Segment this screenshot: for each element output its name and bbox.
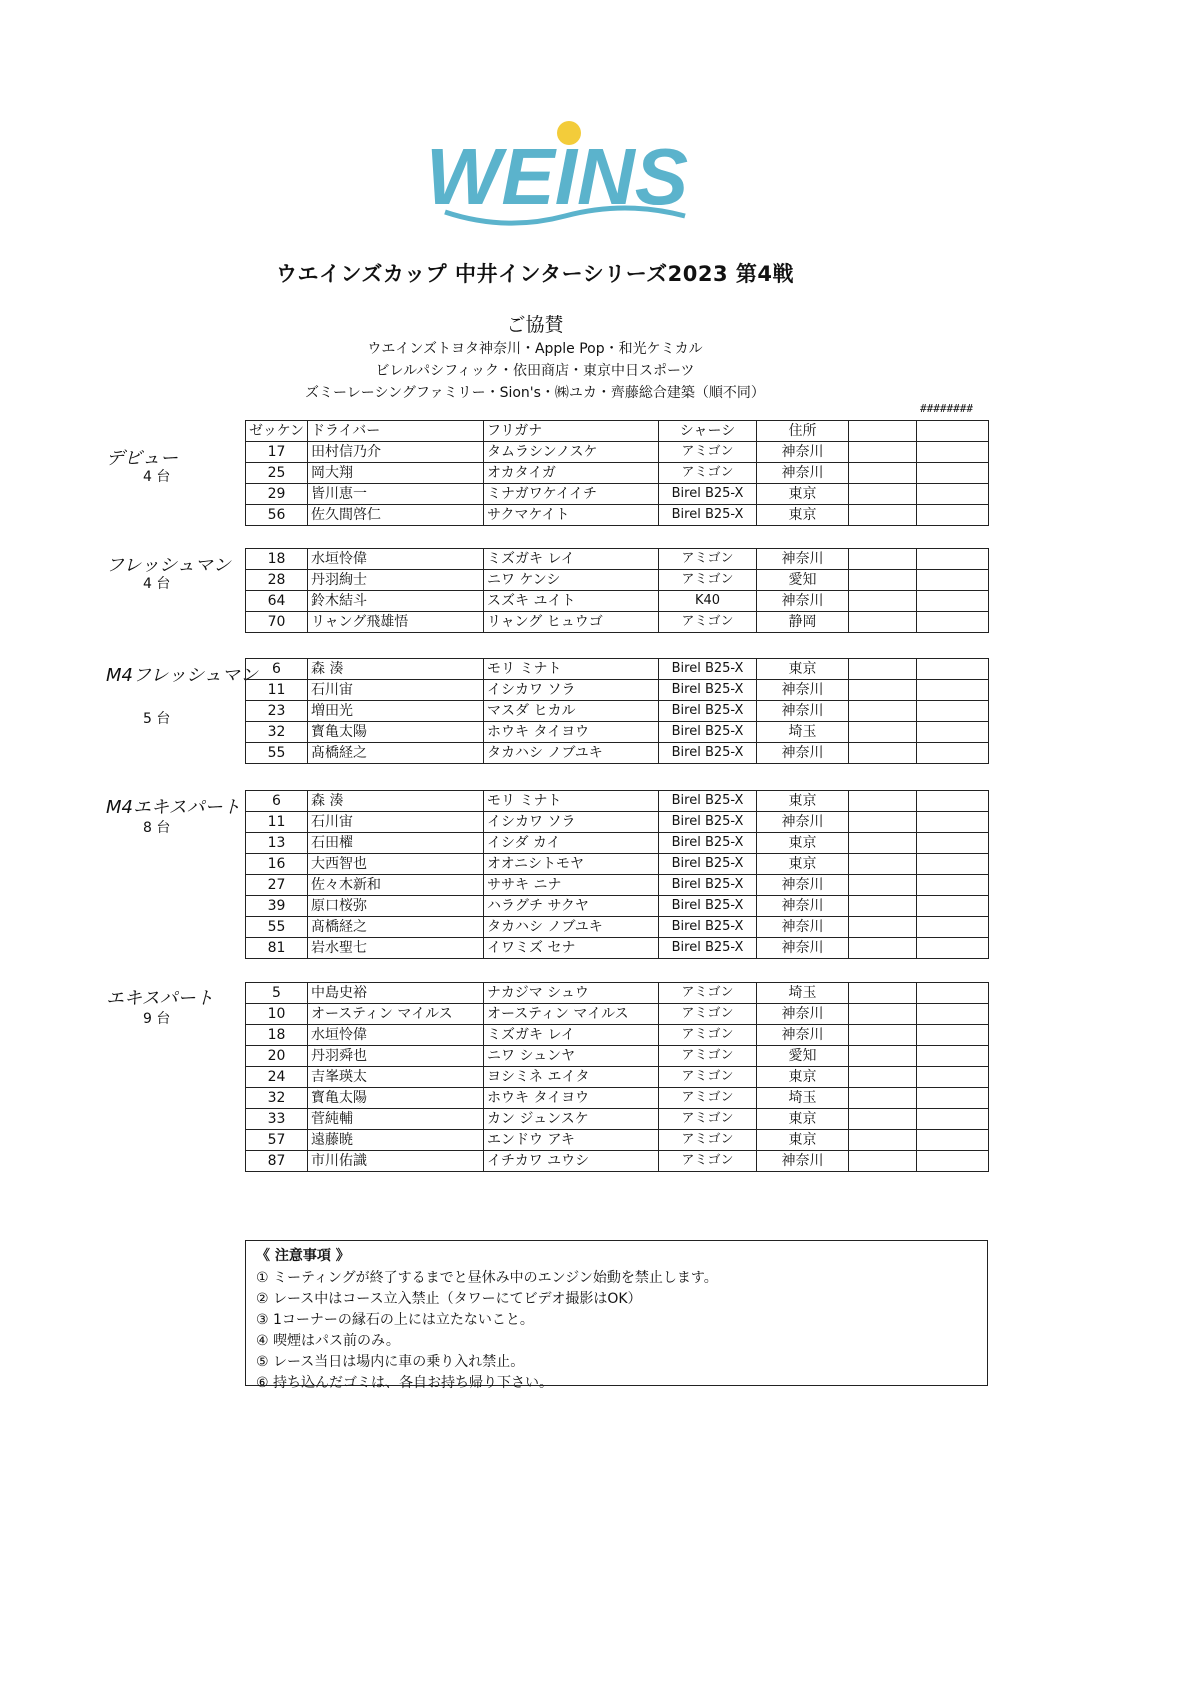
blank-cell [849,1109,917,1130]
header-address: 住所 [757,421,849,442]
table-row [246,442,989,463]
furigana: イシカワ ソラ [484,680,659,701]
blank-cell [849,1067,917,1088]
address: 東京 [757,484,849,505]
chassis: アミゴン [659,1046,757,1067]
driver-name: 石田櫂 [308,833,484,854]
table-row [246,896,989,917]
blank-cell [849,854,917,875]
header-chassis: シャーシ [659,421,757,442]
address: 神奈川 [757,442,849,463]
blank-cell [917,1088,989,1109]
furigana: オースティン マイルス [484,1004,659,1025]
chassis: Birel B25-X [659,938,757,959]
blank-cell [849,791,917,812]
address: 埼玉 [757,722,849,743]
driver-name: 石川宙 [308,812,484,833]
driver-name: 佐々木新和 [308,875,484,896]
table-row [246,659,989,680]
address: 神奈川 [757,680,849,701]
blank-cell [849,1130,917,1151]
driver-name: 丹羽絢士 [308,570,484,591]
table-row [246,917,989,938]
blank-cell [849,938,917,959]
driver-name: 佐久間啓仁 [308,505,484,526]
furigana: オオニシトモヤ [484,854,659,875]
class-count: 8 台 [143,820,171,836]
furigana: ニワ ケンシ [484,570,659,591]
sponsor-line: ビレルパシフィック・依田商店・東京中日スポーツ [375,363,695,379]
logo-text: WEINS [425,132,689,221]
blank-cell [917,917,989,938]
entry-number: 10 [246,1004,308,1025]
table-row [246,680,989,701]
table-row [246,612,989,633]
blank-cell [917,1025,989,1046]
notes-box [245,1240,988,1391]
notes-heading: 《 注意事項 》 [256,1248,350,1264]
table-row [246,983,989,1004]
entry-number: 33 [246,1109,308,1130]
address: 埼玉 [757,1088,849,1109]
chassis: アミゴン [659,983,757,1004]
table-row [246,1067,989,1088]
blank-cell [849,442,917,463]
address: 東京 [757,791,849,812]
entry-number: 6 [246,791,308,812]
furigana: タムラシンノスケ [484,442,659,463]
freshman-table [245,548,989,633]
blank-cell [917,854,989,875]
driver-name: リャング飛雄悟 [308,612,484,633]
blank-cell [917,833,989,854]
entry-number: 28 [246,570,308,591]
furigana: エンドウ アキ [484,1130,659,1151]
entry-number: 27 [246,875,308,896]
entry-number: 55 [246,743,308,764]
debut-table [245,420,989,526]
entry-number: 64 [246,591,308,612]
chassis: アミゴン [659,1025,757,1046]
class-label: フレッシュマン [106,555,231,576]
furigana: オカタイガ [484,463,659,484]
blank-cell [917,875,989,896]
furigana: スズキ ユイト [484,591,659,612]
table-row [246,484,989,505]
address: 神奈川 [757,896,849,917]
chassis: アミゴン [659,1109,757,1130]
class-count: 5 台 [143,711,171,727]
class-count: 4 台 [143,576,171,592]
header-number: ゼッケン [246,421,308,442]
furigana: リャング ヒュウゴ [484,612,659,633]
blank-cell [849,680,917,701]
blank-cell [917,570,989,591]
table-row [246,1004,989,1025]
furigana: ササキ ニナ [484,875,659,896]
blank-cell [917,680,989,701]
expert-table [245,982,989,1172]
address: 愛知 [757,1046,849,1067]
blank-cell [849,1004,917,1025]
class-count: 9 台 [143,1011,171,1027]
address: 神奈川 [757,591,849,612]
furigana: サクマケイト [484,505,659,526]
blank-cell [917,484,989,505]
page-title: ウエインズカップ 中井インターシリーズ2023 第4戦 [275,262,795,286]
blank-cell [917,791,989,812]
driver-name: 皆川恵一 [308,484,484,505]
furigana: タカハシ ノブユキ [484,743,659,764]
table-row [246,505,989,526]
sponsor-line: ウエインズトヨタ神奈川・Apple Pop・和光ケミカル [367,341,703,357]
address: 静岡 [757,612,849,633]
entry-number: 20 [246,1046,308,1067]
furigana: ハラグチ サクヤ [484,896,659,917]
chassis: Birel B25-X [659,659,757,680]
blank-cell [917,1004,989,1025]
furigana: イワミズ セナ [484,938,659,959]
table-row [246,1046,989,1067]
blank-cell [849,549,917,570]
header-driver: ドライバー [308,421,484,442]
entry-number: 81 [246,938,308,959]
address: 神奈川 [757,1004,849,1025]
entry-number: 70 [246,612,308,633]
address: 神奈川 [757,1151,849,1172]
driver-name: 岡大翔 [308,463,484,484]
entry-number: 5 [246,983,308,1004]
address: 神奈川 [757,812,849,833]
address: 東京 [757,1067,849,1088]
table-row [246,701,989,722]
address: 東京 [757,1130,849,1151]
chassis: アミゴン [659,442,757,463]
chassis: アミゴン [659,1067,757,1088]
driver-name: 水垣怜偉 [308,549,484,570]
furigana: ナカジマ シュウ [484,983,659,1004]
blank-cell [849,833,917,854]
table-row [246,743,989,764]
address: 東京 [757,659,849,680]
entry-number: 24 [246,1067,308,1088]
address: 東京 [757,854,849,875]
header-row [246,421,989,442]
driver-name: 森 湊 [308,791,484,812]
blank-cell [849,591,917,612]
furigana: ミズガキ レイ [484,549,659,570]
chassis: アミゴン [659,1151,757,1172]
blank-cell [917,1046,989,1067]
address: 東京 [757,505,849,526]
furigana: イシカワ ソラ [484,812,659,833]
sponsor-line: ズミーレーシングファミリー・Sion's・㈱ユカ・齊藤総合建築（順不同） [305,385,765,401]
chassis: Birel B25-X [659,812,757,833]
note-item: ① ミーティングが終了するまでと昼休み中のエンジン始動を禁止します。 [256,1270,718,1286]
m4-freshman-table [245,658,989,764]
address: 神奈川 [757,701,849,722]
entry-number: 18 [246,1025,308,1046]
chassis: Birel B25-X [659,680,757,701]
table-row [246,854,989,875]
chassis: アミゴン [659,1004,757,1025]
table-row [246,833,989,854]
driver-name: 丹羽舜也 [308,1046,484,1067]
entry-number: 29 [246,484,308,505]
table-row [246,1109,989,1130]
blank-cell [917,812,989,833]
blank-cell [917,549,989,570]
furigana: ミズガキ レイ [484,1025,659,1046]
blank-cell [849,701,917,722]
driver-name: 菅純輔 [308,1109,484,1130]
entry-number: 25 [246,463,308,484]
chassis: アミゴン [659,1130,757,1151]
entry-number: 87 [246,1151,308,1172]
blank-cell [849,743,917,764]
address: 埼玉 [757,983,849,1004]
note-item: ④ 喫煙はパス前のみ。 [256,1333,400,1349]
furigana: イチカワ ユウシ [484,1151,659,1172]
blank-cell [917,442,989,463]
furigana: モリ ミナト [484,659,659,680]
table-row [246,549,989,570]
class-count: 4 台 [143,469,171,485]
blank-cell [849,1088,917,1109]
blank-cell [917,1109,989,1130]
driver-name: 寳亀太陽 [308,1088,484,1109]
driver-name: 水垣怜偉 [308,1025,484,1046]
driver-name: 市川佑識 [308,1151,484,1172]
class-label: M4エキスパート [106,797,241,818]
chassis: Birel B25-X [659,833,757,854]
table-row [246,722,989,743]
furigana: ホウキ タイヨウ [484,722,659,743]
driver-name: 田村信乃介 [308,442,484,463]
entry-number: 6 [246,659,308,680]
address: 神奈川 [757,463,849,484]
blank-cell [917,1067,989,1088]
furigana: ヨシミネ エイタ [484,1067,659,1088]
note-item: ② レース中はコース立入禁止（タワーにてビデオ撮影はOK） [256,1291,642,1307]
table-row [246,812,989,833]
driver-name: 寳亀太陽 [308,722,484,743]
note-item: ⑥ 持ち込んだゴミは、各自お持ち帰り下さい。 [256,1375,553,1391]
header-furigana: フリガナ [484,421,659,442]
driver-name: オースティン マイルス [308,1004,484,1025]
entry-number: 11 [246,812,308,833]
table-row [246,791,989,812]
driver-name: 原口桜弥 [308,896,484,917]
address: 神奈川 [757,938,849,959]
chassis: アミゴン [659,1088,757,1109]
table-row [246,591,989,612]
chassis: Birel B25-X [659,875,757,896]
driver-name: 岩水聖七 [308,938,484,959]
blank-cell [849,659,917,680]
blank-cell [849,484,917,505]
chassis: Birel B25-X [659,484,757,505]
weins-logo [415,120,700,235]
furigana: イシダ カイ [484,833,659,854]
blank-cell [849,570,917,591]
blank-cell [849,1025,917,1046]
chassis: Birel B25-X [659,854,757,875]
driver-name: 鈴木結斗 [308,591,484,612]
entry-number: 23 [246,701,308,722]
chassis: Birel B25-X [659,505,757,526]
table-row [246,938,989,959]
m4-expert-table [245,790,989,959]
blank-cell [917,463,989,484]
entry-number: 32 [246,722,308,743]
table-row [246,570,989,591]
class-label: デビュー [106,448,178,469]
entry-number: 11 [246,680,308,701]
blank-cell [849,983,917,1004]
note-item: ⑤ レース当日は場内に車の乗り入れ禁止。 [256,1354,525,1370]
address: 東京 [757,833,849,854]
entry-number: 16 [246,854,308,875]
driver-name: 増田光 [308,701,484,722]
entry-number: 55 [246,917,308,938]
blank-cell [849,917,917,938]
class-label: M4フレッシュマン [106,665,258,686]
blank-cell [849,1151,917,1172]
blank-cell [849,1046,917,1067]
blank-cell [917,612,989,633]
address: 東京 [757,1109,849,1130]
entry-number: 56 [246,505,308,526]
blank-cell [917,591,989,612]
driver-name: 石川宙 [308,680,484,701]
driver-name: 大西智也 [308,854,484,875]
chassis: K40 [659,591,757,612]
entry-number: 17 [246,442,308,463]
blank-cell [849,463,917,484]
blank-cell [917,659,989,680]
chassis: アミゴン [659,463,757,484]
sponsor-heading: ご協賛 [506,314,564,336]
chassis: アミゴン [659,612,757,633]
address: 神奈川 [757,875,849,896]
blank-cell [917,896,989,917]
furigana: モリ ミナト [484,791,659,812]
address: 神奈川 [757,1025,849,1046]
furigana: カン ジュンスケ [484,1109,659,1130]
chassis: Birel B25-X [659,896,757,917]
chassis: Birel B25-X [659,722,757,743]
blank-cell [917,722,989,743]
chassis: Birel B25-X [659,743,757,764]
blank-cell [849,612,917,633]
blank-cell [849,722,917,743]
furigana: マスダ ヒカル [484,701,659,722]
furigana: タカハシ ノブユキ [484,917,659,938]
entry-number: 57 [246,1130,308,1151]
chassis: Birel B25-X [659,917,757,938]
blank-cell [917,983,989,1004]
furigana: ミナガワケイイチ [484,484,659,505]
address: 神奈川 [757,743,849,764]
blank-cell [849,812,917,833]
note-item: ③ 1コーナーの縁石の上には立たないこと。 [256,1312,534,1328]
blank-cell [917,421,989,442]
entry-number: 39 [246,896,308,917]
driver-name: 森 湊 [308,659,484,680]
blank-cell [849,505,917,526]
blank-cell [917,701,989,722]
address: 神奈川 [757,917,849,938]
blank-cell [917,1151,989,1172]
address: 愛知 [757,570,849,591]
blank-cell [849,896,917,917]
blank-cell [849,421,917,442]
entry-number: 32 [246,1088,308,1109]
driver-name: 中島史裕 [308,983,484,1004]
entry-number: 13 [246,833,308,854]
table-row [246,463,989,484]
chassis: Birel B25-X [659,701,757,722]
address: 神奈川 [757,549,849,570]
driver-name: 髙橋経之 [308,743,484,764]
table-row [246,875,989,896]
furigana: ニワ シュンヤ [484,1046,659,1067]
chassis: アミゴン [659,549,757,570]
chassis: アミゴン [659,570,757,591]
driver-name: 吉峯瑛太 [308,1067,484,1088]
driver-name: 髙橋経之 [308,917,484,938]
hash-marks: ######## [920,402,973,415]
furigana: ホウキ タイヨウ [484,1088,659,1109]
chassis: Birel B25-X [659,791,757,812]
table-row [246,1130,989,1151]
table-row [246,1151,989,1172]
entry-number: 18 [246,549,308,570]
blank-cell [917,743,989,764]
blank-cell [917,1130,989,1151]
class-label: エキスパート [106,988,214,1009]
blank-cell [917,938,989,959]
blank-cell [917,505,989,526]
blank-cell [849,875,917,896]
driver-name: 遠藤暁 [308,1130,484,1151]
table-row [246,1088,989,1109]
table-row [246,1025,989,1046]
